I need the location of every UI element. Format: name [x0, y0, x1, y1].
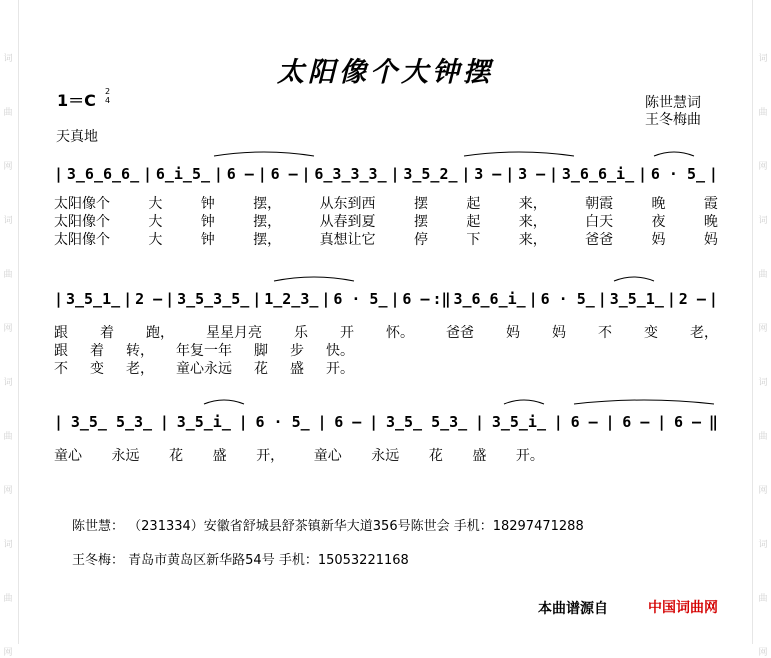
lyricist-credit: 陈世慧词 — [645, 95, 701, 111]
barline: | — [553, 413, 563, 431]
lyric-word: 起 — [466, 214, 481, 230]
lyric-word: 钟 — [200, 196, 215, 212]
lyric-word: 钟 — [200, 232, 215, 248]
measure: 3̲5̲i̲ — [176, 413, 231, 431]
song-title: 太阳像个大钟摆 — [277, 57, 494, 88]
watermark-char: 曲 — [3, 432, 13, 442]
lyric-word: 晚 — [703, 214, 718, 230]
lyric-word: 从春到夏 — [319, 214, 376, 230]
lyric-word: 起 — [466, 196, 481, 212]
time-signature-top: 2 — [105, 87, 111, 96]
lyric-word: 妈 — [651, 232, 666, 248]
measure: 6̲i̲5̲ — [155, 165, 211, 183]
lyric-word: 盛 — [290, 361, 304, 377]
lyric-word: 转， — [126, 343, 154, 359]
lyric-line-1-verse-2 — [54, 214, 718, 230]
measure: 3 – — [474, 165, 502, 183]
lyric-word: 不 — [54, 361, 68, 377]
barline: | — [657, 413, 667, 431]
tempo-marking: 天真地 — [56, 129, 98, 145]
lyric-word: 花 — [428, 448, 443, 464]
contact-composer — [72, 549, 409, 568]
lyric-word: 摆， — [253, 196, 282, 212]
barline: | — [708, 290, 718, 308]
lyric-line-2-verse-3 — [54, 361, 354, 377]
lyric-word: 下 — [466, 232, 481, 248]
barline: | — [461, 165, 471, 183]
barline: | — [238, 413, 248, 431]
barline: | — [390, 165, 400, 183]
site-link[interactable]: 中国词曲网 — [648, 600, 718, 616]
lyric-word: 夜 — [651, 214, 666, 230]
watermark-char: 曲 — [758, 108, 768, 118]
lyric-word: 爸爸 — [585, 232, 614, 248]
contact-lyricist-text: （231334）安徽省舒城县舒茶镇新华大道356号陈世会 手机：18297471288 — [128, 519, 584, 534]
watermark-char: 网 — [3, 162, 13, 172]
lyric-word: 变 — [644, 325, 658, 341]
page-frame — [18, 0, 753, 644]
measure: 6 – — [334, 413, 362, 431]
watermark-char: 曲 — [758, 594, 768, 604]
measure: 6 – — [270, 165, 298, 183]
barline: | — [637, 165, 647, 183]
watermark-char: 词 — [758, 216, 768, 226]
measure: 6̲3̲3̲3̲ — [314, 165, 387, 183]
watermark-right — [756, 54, 770, 658]
watermark-char: 词 — [758, 378, 768, 388]
lyric-word: 太阳像个 — [54, 196, 110, 212]
measure: 3̲5̲ 5̲3̲ — [385, 413, 468, 431]
lyric-word: 大 — [148, 232, 163, 248]
key-signature: 1＝C — [57, 91, 96, 110]
lyric-word: 跑， — [146, 325, 174, 341]
lyric-word: 真想让它 — [319, 232, 376, 248]
repeat-sign: :‖ — [432, 290, 451, 308]
measure: 6 · 5̲ — [255, 413, 310, 431]
watermark-char: 网 — [758, 324, 768, 334]
measure: 6 · 5̲ — [333, 290, 388, 308]
measure: 6 – — [402, 290, 430, 308]
measure: 3 – — [518, 165, 546, 183]
lyric-word: 永远 — [111, 448, 140, 464]
watermark-char: 网 — [758, 486, 768, 496]
barline: | — [123, 290, 133, 308]
measure: 2 – — [135, 290, 163, 308]
measure: 6 · 5̲ — [540, 290, 595, 308]
lyric-word: 来， — [518, 232, 547, 248]
barline: | — [321, 290, 331, 308]
lyric-word: 从东到西 — [319, 196, 376, 212]
measure: 6 – — [673, 413, 702, 431]
lyric-word: 开 — [340, 325, 354, 341]
lyric-word: 老， — [690, 325, 718, 341]
barline: | — [301, 165, 311, 183]
measure: 1̲2̲3̲ — [264, 290, 319, 308]
lyric-word: 步 — [290, 343, 304, 359]
lyric-word: 大 — [148, 214, 163, 230]
measure: 3̲5̲i̲ — [491, 413, 546, 431]
lyric-word: 妈 — [703, 232, 718, 248]
watermark-left — [1, 54, 15, 658]
barline: | — [142, 165, 152, 183]
lyric-line-2-verse-2 — [54, 343, 354, 359]
lyric-line-3 — [54, 448, 544, 464]
lyric-word: 停 — [413, 232, 428, 248]
lyric-word: 跟 — [54, 343, 68, 359]
barline: | — [390, 290, 400, 308]
watermark-char: 词 — [758, 540, 768, 550]
barline: | — [597, 290, 607, 308]
source-label: 本曲谱源自 — [538, 601, 608, 617]
lyric-word: 年复一年 — [176, 343, 232, 359]
lyric-word: 脚 — [254, 343, 268, 359]
score-line-2 — [54, 287, 718, 311]
measure: 3̲5̲ 5̲3̲ — [70, 413, 153, 431]
lyric-word: 摆， — [253, 232, 282, 248]
barline: | — [528, 290, 538, 308]
contact-lyricist-name: 陈世慧： — [72, 519, 125, 534]
lyric-word: 摆 — [413, 214, 428, 230]
lyric-word: 霞 — [703, 196, 718, 212]
lyric-word: 着 — [100, 325, 114, 341]
lyric-word: 变 — [90, 361, 104, 377]
watermark-char: 曲 — [3, 594, 13, 604]
barline: | — [708, 165, 718, 183]
time-signature — [105, 87, 110, 105]
lyric-word: 摆， — [253, 214, 282, 230]
measure: 3̲6̲6̲i̲ — [453, 290, 526, 308]
barline: | — [54, 165, 64, 183]
measure: 3̲5̲3̲5̲ — [177, 290, 250, 308]
lyric-word: 开。 — [515, 448, 544, 464]
measure: 6 · 5̲ — [650, 165, 706, 183]
watermark-char: 网 — [3, 486, 13, 496]
lyric-word: 童心 — [313, 448, 342, 464]
watermark-char: 网 — [758, 162, 768, 172]
barline: | — [159, 413, 169, 431]
measure: 6 – — [570, 413, 598, 431]
lyric-word: 太阳像个 — [54, 232, 110, 248]
lyric-word: 快。 — [326, 343, 354, 359]
lyric-word: 钟 — [200, 214, 215, 230]
lyric-word: 永远 — [371, 448, 400, 464]
lyric-word: 开， — [256, 448, 285, 464]
barline: | — [54, 290, 64, 308]
barline: | — [605, 413, 615, 431]
lyric-word: 爸爸 — [446, 325, 474, 341]
watermark-char: 词 — [3, 216, 13, 226]
measure: 3̲6̲6̲i̲ — [561, 165, 635, 183]
lyric-word: 太阳像个 — [54, 214, 110, 230]
lyric-word: 花 — [254, 361, 268, 377]
measure: 3̲5̲1̲ — [609, 290, 664, 308]
time-signature-bottom: 4 — [105, 96, 111, 105]
barline: | — [213, 165, 223, 183]
lyric-word: 跟 — [54, 325, 68, 341]
lyric-word: 妈 — [506, 325, 520, 341]
barline: | — [257, 165, 267, 183]
lyric-word: 晚 — [651, 196, 666, 212]
score-line-1 — [54, 162, 718, 186]
watermark-char: 词 — [3, 54, 13, 64]
watermark-char: 曲 — [3, 108, 13, 118]
lyric-word: 朝霞 — [585, 196, 614, 212]
measure: 3̲6̲6̲6̲ — [66, 165, 140, 183]
contact-composer-text: 青岛市黄岛区新华路54号 手机：15053221168 — [128, 553, 409, 568]
watermark-char: 网 — [758, 648, 768, 658]
measure: 6 – — [226, 165, 254, 183]
watermark-char: 词 — [3, 540, 13, 550]
watermark-char: 网 — [3, 324, 13, 334]
watermark-char: 曲 — [758, 432, 768, 442]
contact-composer-name: 王冬梅： — [72, 553, 125, 568]
lyric-line-1-verse-3 — [54, 232, 718, 248]
barline: | — [165, 290, 175, 308]
lyric-word: 怀。 — [386, 325, 414, 341]
lyric-word: 盛 — [472, 448, 487, 464]
lyric-word: 白天 — [585, 214, 614, 230]
barline: | — [252, 290, 262, 308]
lyric-word: 老， — [126, 361, 154, 377]
contact-lyricist — [72, 515, 584, 534]
measure: 3̲5̲1̲ — [65, 290, 121, 308]
lyric-word: 不 — [598, 325, 612, 341]
barline: | — [666, 290, 676, 308]
lyric-word: 摆 — [413, 196, 428, 212]
lyric-word: 童心 — [54, 448, 82, 464]
lyric-word: 乐 — [294, 325, 308, 341]
barline: | — [549, 165, 559, 183]
lyric-word: 童心永远 — [176, 361, 232, 377]
lyric-word: 开。 — [326, 361, 354, 377]
lyric-word: 花 — [169, 448, 184, 464]
watermark-char: 曲 — [3, 270, 13, 280]
barline: | — [54, 413, 64, 431]
watermark-char: 词 — [3, 378, 13, 388]
final-barline: ‖ — [708, 413, 718, 431]
measure: 3̲5̲2̲ — [403, 165, 458, 183]
lyric-line-2-verse-1 — [54, 325, 718, 341]
watermark-char: 词 — [758, 54, 768, 64]
lyric-word: 着 — [90, 343, 104, 359]
lyric-word: 盛 — [212, 448, 227, 464]
barline: | — [475, 413, 485, 431]
lyric-word: 来， — [518, 214, 547, 230]
lyric-word: 大 — [148, 196, 163, 212]
composer-credit: 王冬梅曲 — [645, 112, 701, 128]
measure: 6 – — [622, 413, 650, 431]
lyric-word: 星星月亮 — [206, 325, 262, 341]
watermark-char: 曲 — [758, 270, 768, 280]
lyric-line-1-verse-1 — [54, 196, 718, 212]
measure: 2 – — [678, 290, 706, 308]
lyric-word: 妈 — [552, 325, 566, 341]
score-line-3 — [54, 410, 718, 434]
barline: | — [369, 413, 379, 431]
watermark-char: 网 — [3, 648, 13, 658]
lyric-word: 来， — [518, 196, 547, 212]
barline: | — [505, 165, 515, 183]
barline: | — [317, 413, 327, 431]
